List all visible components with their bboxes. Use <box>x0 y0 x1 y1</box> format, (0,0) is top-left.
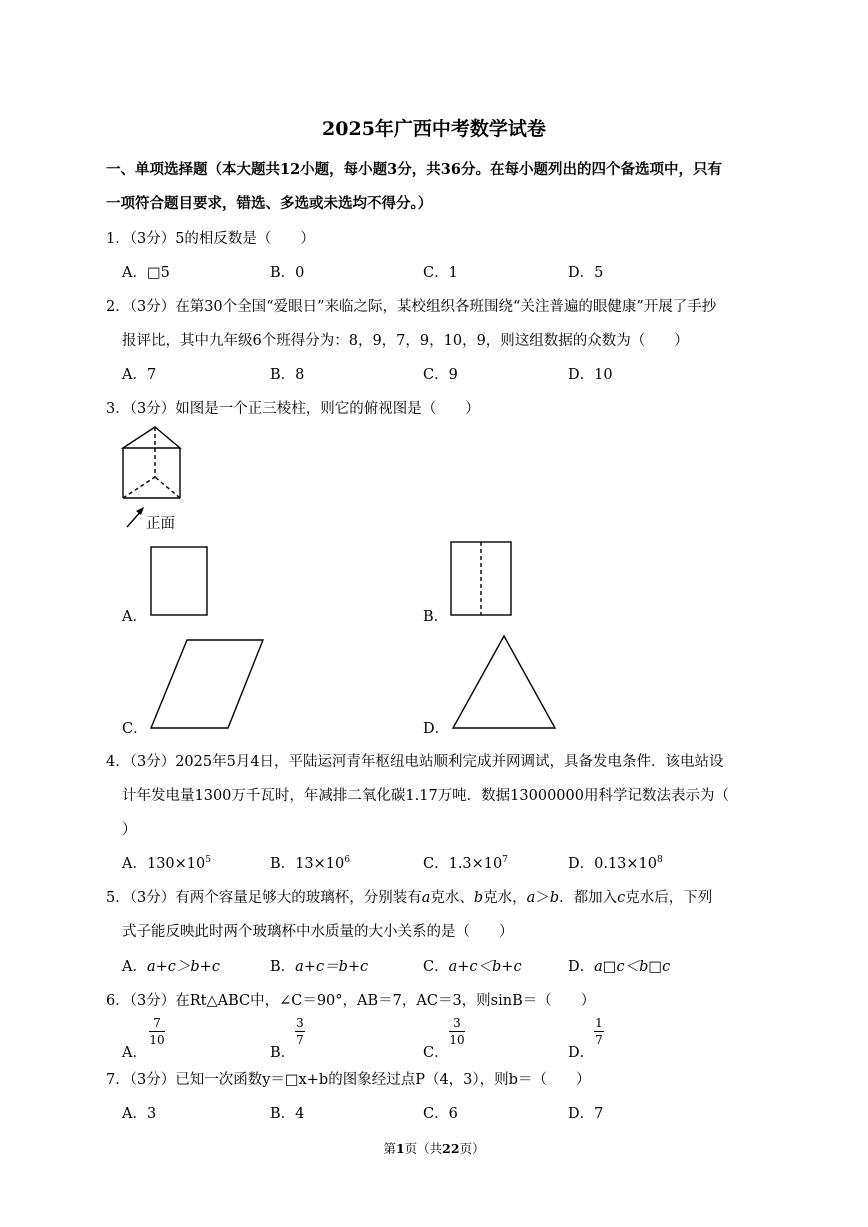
section-heading-line2: 一项符合题目要求，错选、多选或未选均不得分。） <box>106 195 433 212</box>
q3-option-b: B． <box>423 609 449 625</box>
question-5-stem-line2: 式子能反映此时两个玻璃杯中水质量的大小关系的是（ ） <box>122 924 514 940</box>
q5-option-c: C．a+c＜b+c <box>423 959 522 975</box>
question-4-stem-line3: ） <box>122 822 137 838</box>
q7-option-a: A．3 <box>122 1106 157 1122</box>
q3-d-triangle <box>453 636 555 728</box>
q6-option-b-fraction: 3 7 <box>296 1016 304 1047</box>
q7-option-d: D．7 <box>568 1106 604 1122</box>
q3-a-rectangle <box>151 547 207 615</box>
q6-option-b-label: B． <box>270 1045 296 1061</box>
q4-option-a: A．$130\times 10^5$ <box>122 855 211 872</box>
q1-option-a: A．□5 <box>122 265 170 281</box>
q6-option-d-fraction: 1 7 <box>595 1016 603 1047</box>
q5-option-d: D．a□c＜b□c <box>568 959 671 975</box>
question-3-stem: 3．（3分）如图是一个正三棱柱，则它的俯视图是（ ） <box>106 401 480 417</box>
q3-c-parallelogram <box>151 640 263 728</box>
question-1-stem: 1．（3分）5的相反数是（ ） <box>106 231 315 247</box>
q2-option-b: B．8 <box>270 367 305 383</box>
q4-option-b: B．$13\times 10^6$ <box>270 855 350 872</box>
section-heading-line1: 一、单项选择题（本大题共12小题，每小题3分，共36分。在每小题列出的四个备选项中，只有 <box>106 161 722 178</box>
q5-option-b: B．a+c＝b+c <box>270 959 369 975</box>
q1-option-d: D．5 <box>568 265 604 281</box>
question-2-stem-line2: 报评比，其中九年级6个班得分为：8，9，7，9，10，9，则这组数据的众数为（ ） <box>122 333 689 349</box>
q2-option-d: D．10 <box>568 367 613 383</box>
q5-option-a: A．a+c＞b+c <box>122 959 220 975</box>
q6-option-c-fraction: 3 10 <box>449 1016 465 1047</box>
q3-option-c: C． <box>122 721 148 737</box>
question-4-stem-line1: 4．（3分）2025年5月4日，平陆运河青年枢纽电站顺利完成并网调试，具备发电条件．该电站设 <box>106 754 724 770</box>
q6-option-a-label: A． <box>122 1045 147 1061</box>
question-5-stem-line1: 5．（3分）有两个容量足够大的玻璃杯，分别装有a克水、b克水，a＞b．都加入c克水后，下列 <box>106 890 713 906</box>
q1-option-c: C．1 <box>423 265 458 281</box>
question-7-stem: 7．（3分）已知一次函数y＝□x+b的图象经过点P（4，3），则b＝（ ） <box>106 1072 591 1088</box>
page-title: 2025年广西中考数学试卷 <box>322 118 546 140</box>
q3-option-a: A． <box>122 609 147 625</box>
question-4-stem-line2: 计年发电量1300万千瓦时，年减排二氧化碳1.17万吨．数据13000000用科学记数法表示为（ <box>122 788 729 804</box>
q6-option-d-label: D． <box>568 1045 595 1061</box>
q4-option-d: D．$0.13\times 10^8$ <box>568 855 663 872</box>
q4-option-c: C．$1.3\times 10^7$ <box>423 855 508 872</box>
q2-option-c: C．9 <box>423 367 458 383</box>
q6-option-a-fraction: 7 10 <box>149 1016 165 1047</box>
page-footer: 第1页（共22页） <box>383 1141 485 1156</box>
q3-option-d: D． <box>423 721 450 737</box>
q1-option-b: B．0 <box>270 265 305 281</box>
q7-option-c: C．6 <box>423 1106 458 1122</box>
q7-option-b: B．4 <box>270 1106 305 1122</box>
q2-option-a: A．7 <box>122 367 157 383</box>
q6-option-c-label: C． <box>423 1045 449 1061</box>
question-6-stem: 6．（3分）在Rt△ABC中，∠C＝90°，AB＝7，AC＝3，则sinB＝（ ） <box>106 993 596 1009</box>
front-label: 正面 <box>146 516 175 532</box>
question-2-stem-line1: 2．（3分）在第30个全国“爱眼日”来临之际，某校组织各班围绕“关注普遍的眼健康”开展了手抄 <box>106 299 717 315</box>
